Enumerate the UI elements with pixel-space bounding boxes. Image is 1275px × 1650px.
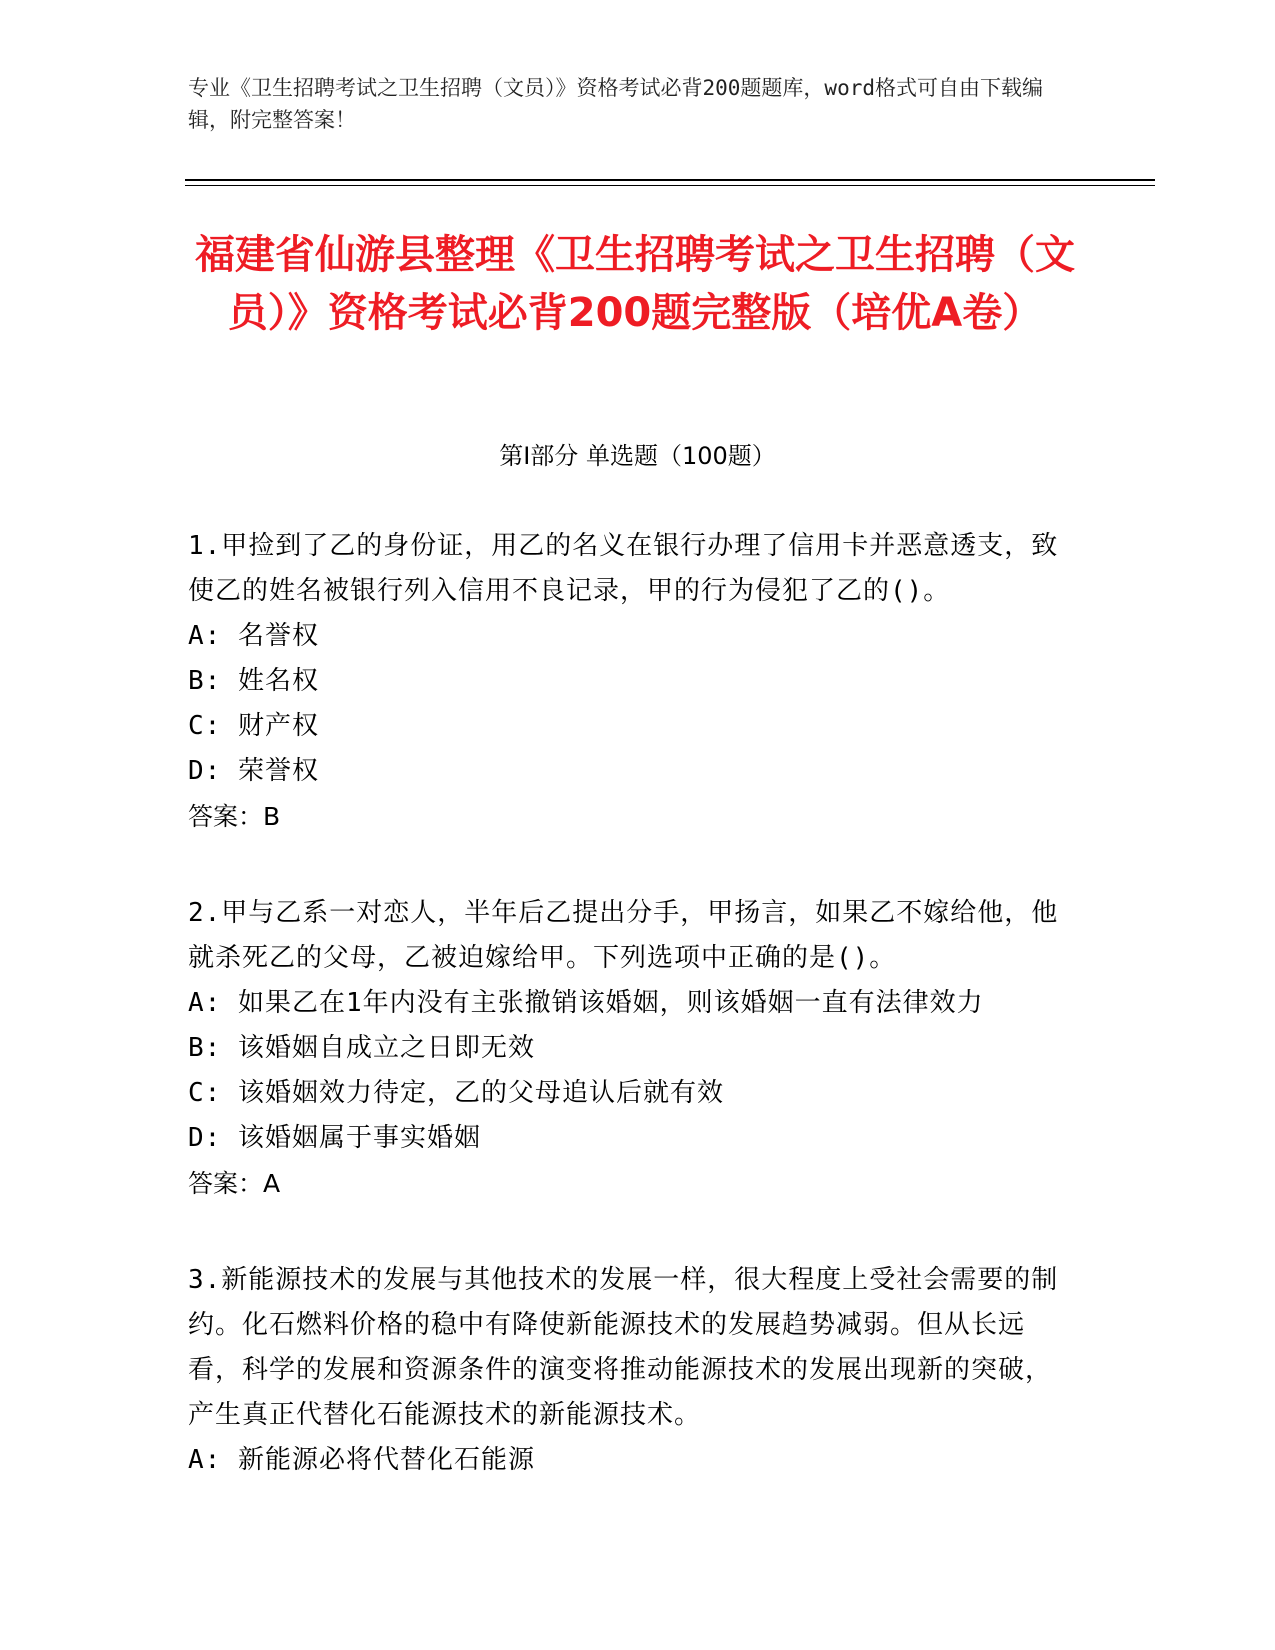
question-text: 3.新能源技术的发展与其他技术的发展一样，很大程度上受社会需要的制约。化石燃料价格的稳中有降使新能源技术的发展趋势减弱。但从长远看，科学的发展和资源条件的演变将推动能源技术的发展出现新的突破，产生真正代替化石能源技术的新能源技术。 [188,1265,1059,1430]
header-divider-thick [185,179,1155,181]
document-title: 福建省仙游县整理《卫生招聘考试之卫生招聘（文员）》资格考试必背200题完整版（培优A卷） [195,232,1075,336]
option-a: A: 名誉权 [188,621,319,651]
answer: 答案：B [188,802,281,831]
answer: 答案：A [188,1169,281,1198]
option-d: D: 荣誉权 [188,756,319,786]
option-b: B: 该婚姻自成立之日即无效 [188,1033,535,1063]
question-text: 2.甲与乙系一对恋人，半年后乙提出分手，甲扬言，如果乙不嫁给他，他就杀死乙的父母，乙被迫嫁给甲。下列选项中正确的是()。 [188,898,1059,973]
option-c: C: 财产权 [188,711,319,741]
question-3 [188,1258,1068,1483]
option-c: C: 该婚姻效力待定，乙的父母追认后就有效 [188,1078,724,1108]
header-divider-thin [185,185,1155,186]
option-a: A: 新能源必将代替化石能源 [188,1445,535,1475]
header-note: 专业《卫生招聘考试之卫生招聘（文员）》资格考试必背200题题库，word格式可自由下载编辑，附完整答案！ [188,76,1043,132]
question-text: 1.甲捡到了乙的身份证，用乙的名义在银行办理了信用卡并恶意透支，致使乙的姓名被银行列入信用不良记录，甲的行为侵犯了乙的()。 [188,531,1059,606]
question-list [188,524,1068,1535]
question-1 [188,524,1068,839]
section-title: 第Ⅰ部分 单选题（100题） [499,442,776,470]
option-b: B: 姓名权 [188,666,319,696]
option-a: A: 如果乙在1年内没有主张撤销该婚姻，则该婚姻一直有法律效力 [188,988,984,1018]
option-d: D: 该婚姻属于事实婚姻 [188,1123,481,1153]
question-2 [188,891,1068,1206]
